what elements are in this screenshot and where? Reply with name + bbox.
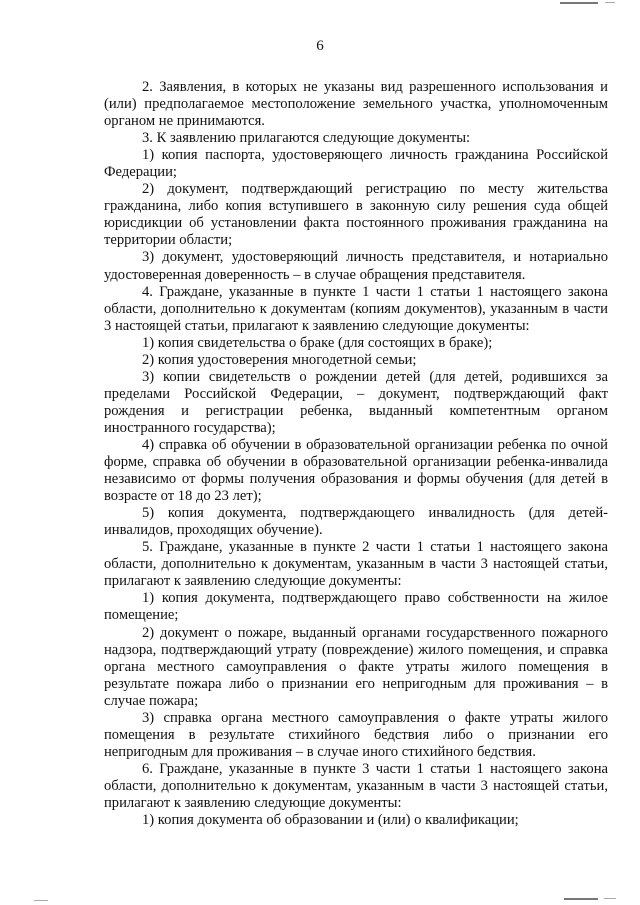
page-number: 6 [316, 38, 324, 54]
paragraph-5-item-1: 1) копия документа, подтверждающего право собственности на жилое помещение; [104, 590, 608, 624]
paragraph-4-item-4: 4) справка об обучении в образовательной организации ребенка по очной форме, справка об обучении в образовательной организации ребенка-инвалида независимо от формы получения образования и формы обучения (для детей в возрасте от 18 до 23 лет); [104, 436, 608, 505]
paragraph-4: 4. Граждане, указанные в пункте 1 части 1 статьи 1 настоящего закона области, дополнительно к документам (копиям документов), указанным в части 3 настоящей статьи, прилагают к заявлению следующие документы: [104, 283, 608, 334]
paragraph-6: 6. Граждане, указанные в пункте 3 части 1 статьи 1 настоящего закона области, дополнительно к документам, указанным в части 3 настоящей статьи, прилагают к заявлению следующие документы: [104, 760, 608, 811]
scan-artifact-top-secondary [605, 2, 615, 3]
paragraph-2: 2. Заявления, в которых не указаны вид разрешенного использования и (или) предполагаемое местоположение земельного участка, уполномоченным органом не принимаются. [104, 79, 608, 130]
paragraph-4-item-3: 3) копии свидетельств о рождении детей (для детей, родившихся за пределами Российской Федерации, – документ, подтверждающий факт рождения и регистрации ребенка, выданный компетентным органом иностранного государства); [104, 368, 608, 436]
paragraph-5-item-3: 3) справка органа местного самоуправления о факте утраты жилого помещения в результате стихийного бедствия либо о признании его непригодным для проживания – в случае иного стихийного бедствия. [104, 709, 608, 760]
scan-artifact-bottom-secondary [604, 898, 616, 899]
paragraph-4-item-2: 2) копия удостоверения многодетной семьи; [142, 351, 417, 368]
scan-artifact-bottom-left [34, 900, 48, 901]
paragraph-5-item-2: 2) документ о пожаре, выданный органами государственного пожарного надзора, подтверждающий утрату (повреждение) жилого помещения, и справка органа местного самоуправления о факте утраты жилого помещения в результате пожара либо о признании его непригодным для проживания – в случае пожара; [104, 624, 608, 709]
scan-artifact-top [560, 2, 598, 4]
document-body [104, 79, 608, 829]
paragraph-3-item-3: 3) документ, удостоверяющий личность представителя, и нотариально удостоверенная доверенность – в случае обращения представителя. [104, 249, 608, 283]
paragraph-3-item-2: 2) документ, подтверждающий регистрацию по месту жительства гражданина, либо копия вступившего в законную силу решения суда общей юрисдикции об установлении факта постоянного проживания гражданина на территории области; [104, 181, 608, 249]
paragraph-6-item-1: 1) копия документа об образовании и (или) о квалификации; [142, 812, 519, 829]
paragraph-4-item-1: 1) копия свидетельства о браке (для состоящих в браке); [142, 334, 493, 351]
paragraph-3: 3. К заявлению прилагаются следующие документы: [142, 130, 471, 147]
paragraph-3-item-1: 1) копия паспорта, удостоверяющего личность гражданина Российской Федерации; [104, 147, 608, 181]
paragraph-5: 5. Граждане, указанные в пункте 2 части 1 статьи 1 настоящего закона области, дополнительно к документам, указанным в части 3 настоящей статьи, прилагают к заявлению следующие документы: [104, 539, 608, 590]
scan-artifact-bottom [564, 898, 598, 900]
paragraph-4-item-5: 5) копия документа, подтверждающего инвалидность (для детей-инвалидов, проходящих обучение). [104, 505, 608, 539]
